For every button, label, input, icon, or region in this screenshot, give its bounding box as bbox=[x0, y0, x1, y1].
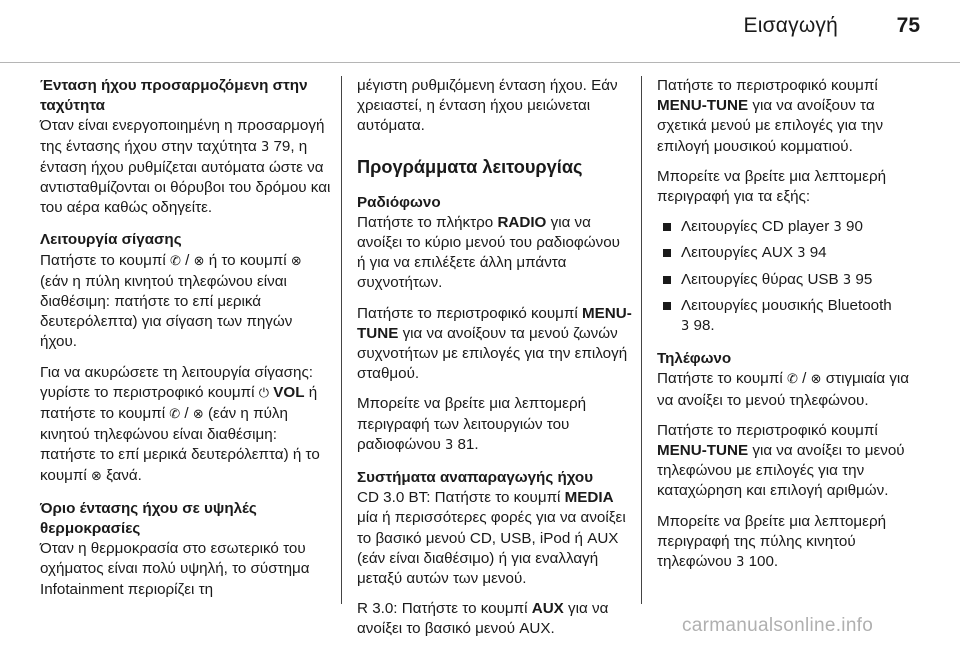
section-speed-volume bbox=[40, 76, 332, 218]
list-item: Λειτουργίες μουσικής Bluetooth 3 98. bbox=[657, 296, 922, 337]
paragraph: Πατήστε το περιστροφικό κουμπί MENU-TUNE για να ανοίξουν τα μενού ζωνών συχνοτήτων με επιλογές για την επιλογή σταθμού. bbox=[357, 304, 632, 383]
page-ref-arrow-icon: 3 bbox=[842, 272, 852, 288]
page-ref-arrow-icon: 3 bbox=[681, 319, 690, 335]
key-label: MENU-TUNE bbox=[657, 442, 749, 460]
section-heading: Προγράμματα λειτουργίας bbox=[357, 156, 583, 177]
section-title: Ραδιόφωνο bbox=[357, 193, 441, 211]
key-label: AUX bbox=[531, 600, 564, 618]
page-header bbox=[0, 0, 960, 62]
list-item: Λειτουργίες θύρας USB 3 95 bbox=[657, 270, 922, 291]
list-item: Λειτουργίες CD player 3 90 bbox=[657, 217, 922, 238]
paragraph: Πατήστε το πλήκτρο RADIO για να ανοίξει το κύριο μενού του ραδιοφώνου ή για να επιλέξετε άλλη μπάντα συχνοτήτων. bbox=[357, 213, 620, 292]
mute-icon: ⊗ bbox=[90, 468, 102, 484]
list-item: Λειτουργίες AUX 3 94 bbox=[657, 243, 922, 264]
mute-icon: ⊗ bbox=[810, 372, 822, 388]
phone-icon: ✆ bbox=[787, 372, 798, 388]
header-rule bbox=[0, 62, 960, 63]
section-title: Τηλέφωνο bbox=[657, 350, 732, 368]
watermark: carmanualsonline.info bbox=[682, 615, 874, 636]
paragraph: Πατήστε το κουμπί ✆ / ⊗ ή το κουμπί ⊗ (εάν η πύλη κινητού τηλεφώνου είναι διαθέσιμη: πατήστε το επί μερικά δευτερόλεπτα) για σίγαση των πηγών ήχου. bbox=[40, 251, 302, 351]
paragraph: μέγιστη ρυθμιζόμενη ένταση ήχου. Εάν χρειαστεί, η ένταση ήχου μειώνεται αυτόματα. bbox=[357, 77, 618, 135]
paragraph: Για να ακυρώσετε τη λειτουργία σίγασης: γυρίστε το περιστροφικό κουμπί ⏻ VOL ή πατήστε το κουμπί ✆ / ⊗ (εάν η πύλη κινητού τηλεφώνου είναι διαθέσιμη: πατήστε το επί μερικά δευτερόλεπτα) ή το κουμπί ⊗ ξανά. bbox=[40, 363, 320, 484]
column-divider-left bbox=[341, 76, 342, 604]
page-ref-arrow-icon: 3 bbox=[736, 555, 745, 571]
section-title: Όριο έντασης ήχου σε υψηλές θερμοκρασίες bbox=[40, 499, 257, 538]
section-temperature-limit bbox=[40, 499, 332, 600]
paragraph: CD 3.0 BT: Πατήστε το κουμπί MEDIA μία ή περισσότερες φορές για να ανοίξει το βασικό μενού CD, USB, iPod ή AUX (εάν είναι διαθέσιμο) ή για εναλλαγή μεταξύ αυτών των μενού. bbox=[357, 489, 626, 588]
phone-icon: ✆ bbox=[170, 253, 181, 269]
power-icon: ⏻ bbox=[258, 385, 270, 401]
page-ref-arrow-icon: 3 bbox=[797, 246, 806, 262]
paragraph: Όταν η θερμοκρασία στο εσωτερικό του οχήματος είναι πολύ υψηλή, το σύστημα Infotainment περιορίζει τη bbox=[40, 540, 310, 598]
key-label: MENU-TUNE bbox=[657, 97, 749, 115]
page-ref-arrow-icon: 3 bbox=[260, 139, 270, 155]
phone-icon: ✆ bbox=[169, 407, 181, 423]
paragraph: Μπορείτε να βρείτε μια λεπτομερή περιγραφή της πύλης κινητού τηλεφώνου 3 100. bbox=[657, 512, 887, 571]
feature-list bbox=[657, 217, 922, 337]
key-label: VOL bbox=[273, 383, 305, 401]
mute-icon: ⊗ bbox=[193, 253, 205, 269]
column-1 bbox=[40, 76, 332, 612]
section-title: Συστήματα αναπαραγωγής ήχου bbox=[357, 469, 594, 487]
key-label: MENU-TUNE bbox=[357, 304, 632, 342]
section-phone bbox=[657, 349, 922, 573]
section-radio bbox=[357, 193, 632, 456]
section-title: Λειτουργία σίγασης bbox=[40, 231, 182, 249]
page-title: Εισαγωγή bbox=[743, 14, 838, 37]
section-mute bbox=[40, 230, 332, 486]
column-divider-right bbox=[641, 76, 642, 604]
paragraph: R 3.0: Πατήστε το κουμπί AUX για να ανοίξει το βασικό μενού AUX. bbox=[357, 600, 609, 638]
paragraph: Πατήστε το κουμπί ✆ / ⊗ στιγμιαία για να ανοίξει το μενού τηλεφώνου. bbox=[657, 370, 910, 409]
key-label: MEDIA bbox=[564, 489, 614, 507]
section-audio-players bbox=[357, 468, 632, 640]
page-ref-arrow-icon: 3 bbox=[444, 437, 454, 453]
paragraph: Μπορείτε να βρείτε μια λεπτομερή περιγραφή των λειτουργιών του ραδιοφώνου 3 81. bbox=[357, 395, 587, 453]
mute-icon: ⊗ bbox=[192, 407, 204, 423]
page-number: 75 bbox=[896, 14, 920, 37]
section-title: Ένταση ήχου προσαρμοζόμενη στην ταχύτητα bbox=[40, 77, 308, 115]
paragraph: Πατήστε το περιστροφικό κουμπί MENU-TUNE για να ανοίξουν τα σχετικά μενού με επιλογές για την επιλογή μουσικού κομματιού. bbox=[657, 77, 884, 155]
paragraph: Όταν είναι ενεργοποιημένη η προσαρμογή της έντασης ήχου στην ταχύτητα 3 79, η ένταση ήχου ρυθμίζεται αυτόματα ώστε να αντισταθμίζονται οι θόρυβοι του δρόμου και του αέρα καθώς οδηγείτε. bbox=[40, 117, 331, 217]
paragraph: Πατήστε το περιστροφικό κουμπί MENU-TUNE για να ανοίξει το μενού τηλεφώνου με επιλογές για την καταχώρηση και επιλογή αριθμών. bbox=[657, 421, 905, 500]
key-label: RADIO bbox=[497, 213, 547, 231]
mute-icon: ⊗ bbox=[290, 253, 302, 269]
paragraph: Μπορείτε να βρείτε μια λεπτομερή περιγραφή για τα εξής: bbox=[657, 167, 887, 206]
column-3 bbox=[657, 76, 922, 585]
page-ref-arrow-icon: 3 bbox=[833, 220, 842, 236]
column-2 bbox=[357, 76, 632, 652]
